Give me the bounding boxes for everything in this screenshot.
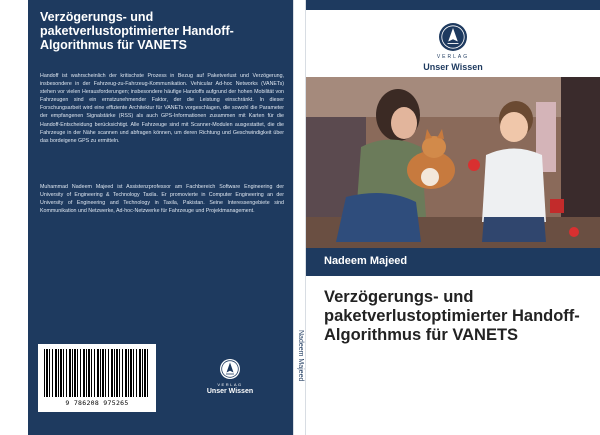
publisher-name: Unser Wissen <box>206 388 254 395</box>
publisher-logo-front <box>408 22 498 72</box>
back-cover-blurb: Handoff ist wahrscheinlich der kritischste Prozess in Bezug auf Paketverlust und Verzögerung, insbesondere in der Fahrzeug-zu-Fahrzeug-Kommunikation. Vehicular Ad-hoc Networks (VANETs) stehen vor vielen Herausforderungen; insbesondere häufige Handoffs aufgrund der hohen Mobilität von Fahrzeugen sind ein ernstzunehmender Faktor, der die Leistung einschränkt. In dieser Forschungsarbeit wird eine effiziente Architektur für VANETs vorgeschlagen, die sowohl die Parameter der empfangenen Signalstärke (RSS) als auch GPS-Informationen zusammen mit Karten für die Handoff-Entscheidung berücksichtigt. Alle Fahrzeuge sind mit Scanner-Modulen ausgestattet, die die Fahrzeuge in der Nähe scannen und abfragen können, um deren Richtung und Geschwindigkeit über das bordeigene GPS zu ermitteln. <box>40 73 284 144</box>
front-cover-title: Verzögerungs- und paketverlustoptimierter Handoff-Algorithmus für VANETS <box>324 288 580 344</box>
publisher-logo-back <box>200 358 260 395</box>
front-top-band <box>306 0 600 10</box>
front-cover-author: Nadeem Majeed <box>324 255 408 267</box>
publisher-emblem-icon <box>438 22 468 52</box>
publisher-emblem-icon <box>219 358 241 380</box>
publisher-verlag-label: VERLAG <box>436 54 470 60</box>
isbn-number: 9 786208 975265 <box>65 399 129 407</box>
publisher-verlag-label: VERLAG <box>217 382 243 387</box>
barcode-bars <box>44 349 150 397</box>
author-band <box>306 248 600 276</box>
spine-author: Nadeem Majeed <box>296 330 304 382</box>
front-cover <box>306 0 600 435</box>
back-cover-author-bio: Muhammad Nadeem Majeed ist Assistenzprofessor am Fachbereich Software Engineering der University of Engineering & Technology Taxila. Er promovierte in Computer Engineering an der University of Engineering and Technology in Taxila, Pakistan. Seine Interessengebiete sind Kommunikation und Netzwerke, Ad-hoc-Netzwerke für Fahrzeuge und Projektmanagement. <box>40 184 284 215</box>
cover-photo <box>306 77 600 248</box>
back-cover-title: Verzögerungs- und paketverlustoptimierter Handoff-Algorithmus für VANETS <box>40 10 234 52</box>
publisher-name: Unser Wissen <box>423 62 483 72</box>
barcode <box>38 344 156 412</box>
spine <box>293 0 306 435</box>
back-cover <box>28 0 293 435</box>
